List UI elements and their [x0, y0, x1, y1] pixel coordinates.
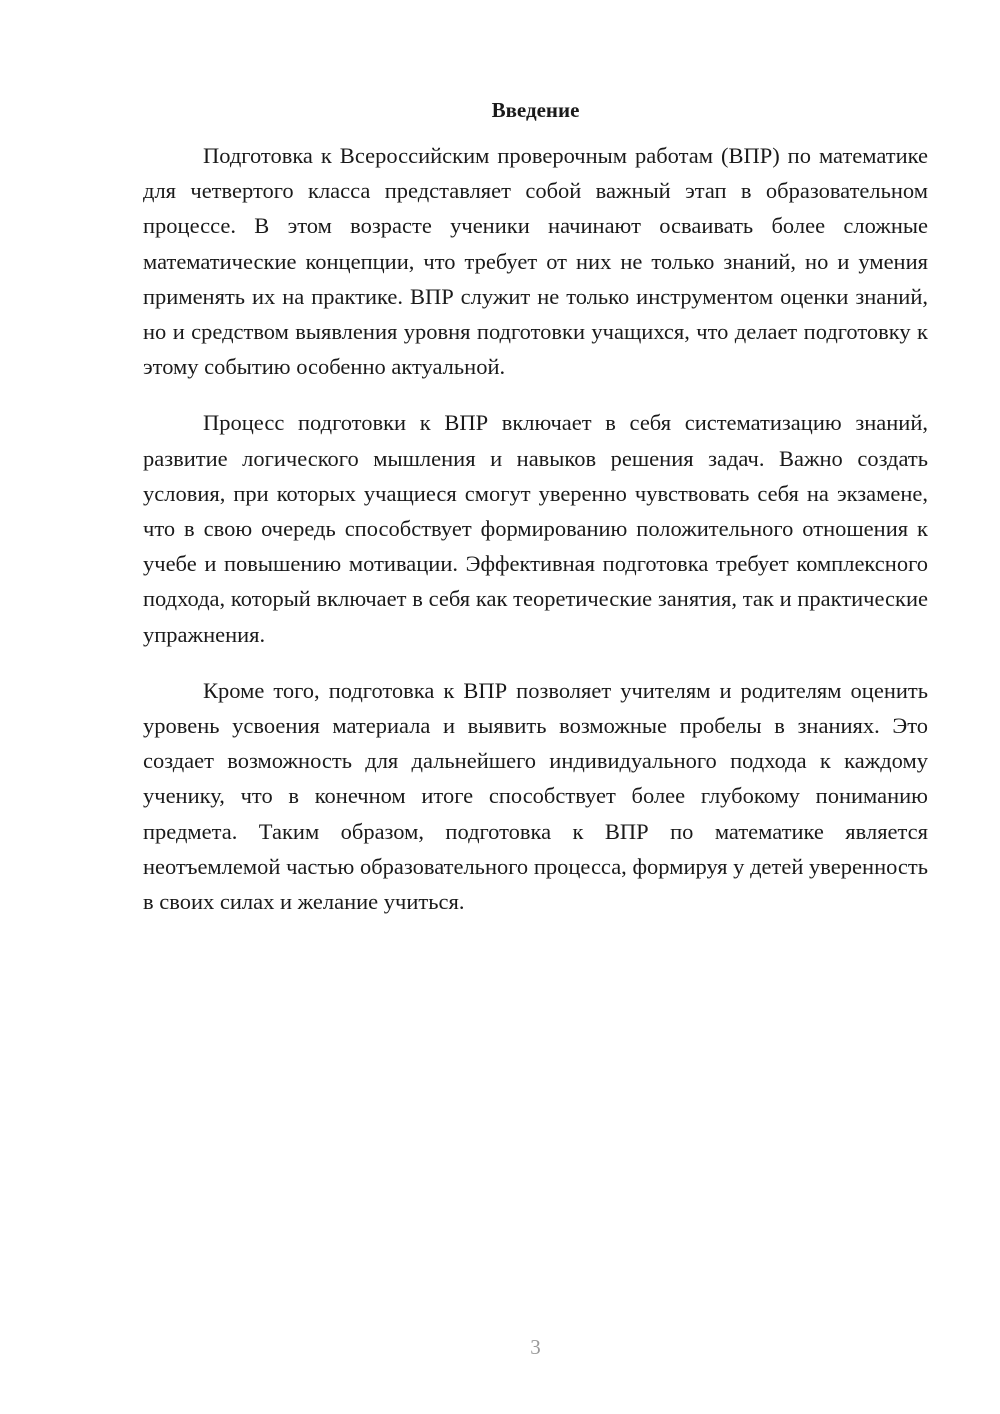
paragraph-2: Процесс подготовки к ВПР включает в себя систематизацию знаний, развитие логического мышления и навыков решения задач. Важно создать условия, при которых учащиеся смогут уверенно чувствовать себя на экзамене, что в свою очередь способствует формированию положительного отношения к учебе и повышению мотивации. Эффективная подготовка требует комплексного подхода, который включает в себя как теоретические занятия, так и практические упражнения. — [143, 410, 928, 647]
paragraph-1: Подготовка к Всероссийским проверочным работам (ВПР) по математике для четвертого класса представляет собой важный этап в образовательном процессе. В этом возрасте ученики начинают осваивать более сложные математические концепции, что требует от них не только знаний, но и умения применять их на практике. ВПР служит не только инструментом оценки знаний, но и средством выявления уровня подготовки учащихся, что делает подготовку к этому событию особенно актуальной. — [143, 143, 928, 380]
page-content — [143, 95, 928, 940]
section-heading: Введение — [491, 98, 580, 122]
paragraph-3: Кроме того, подготовка к ВПР позволяет учителям и родителям оценить уровень усвоения материала и выявить возможные пробелы в знаниях. Это создает возможность для дальнейшего индивидуального подхода к каждому ученику, что в конечном итоге способствует более глубокому пониманию предмета. Таким образом, подготовка к ВПР по математике является неотъемлемой частью образовательного процесса, формируя у детей уверенность в своих силах и желание учиться. — [143, 677, 928, 915]
page-number: 3 — [530, 1335, 541, 1359]
